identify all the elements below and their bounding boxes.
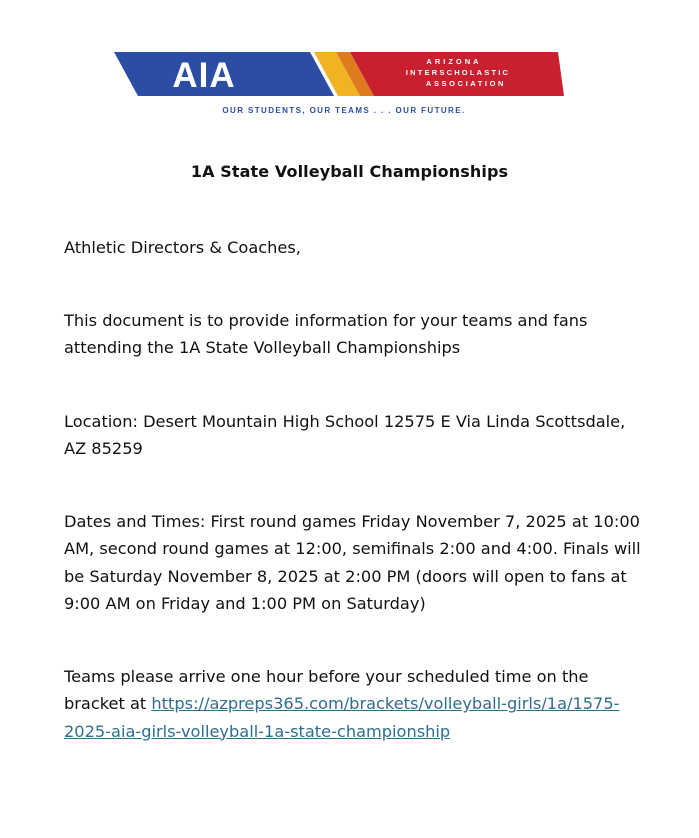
dates-paragraph: Dates and Times: First round games Friday November 7, 2025 at 10:00 AM, second round games at 12:00, semifinals 2:00 and 4:00. Finals will be Saturday November 8, 2025 at 2:00 PM (doors will open to fans at 9:00 AM on Friday and 1:00 PM on Saturday) <box>64 512 641 613</box>
teams-paragraph-text: Teams please arrive one hour before your scheduled time on the bracket at <box>64 667 589 714</box>
logo-name-line3: ASSOCIATION <box>425 79 507 88</box>
aia-logo <box>114 50 570 120</box>
location-paragraph: Location: Desert Mountain High School 12575 E Via Linda Scottsdale, AZ 85259 <box>64 412 626 459</box>
aia-logo-graphic <box>114 50 570 120</box>
logo-mark-text: AIA <box>172 56 236 95</box>
logo-name-line2: INTERSCHOLASTIC <box>405 68 511 77</box>
bracket-link[interactable]: https://azpreps365.com/brackets/volleyball-girls/1a/1575-2025-aia-girls-volleyball-1a-state-championship <box>64 694 620 741</box>
greeting-paragraph: Athletic Directors & Coaches, <box>64 238 301 257</box>
document-title: 1A State Volleyball Championships <box>190 162 509 181</box>
intro-paragraph: This document is to provide information for your teams and fans attending the 1A State Volleyball Championships <box>64 311 588 358</box>
teams-paragraph <box>64 663 644 745</box>
logo-name-line1: ARIZONA <box>426 57 482 66</box>
logo-tagline: OUR STUDENTS, OUR TEAMS . . . OUR FUTURE. <box>222 106 466 115</box>
